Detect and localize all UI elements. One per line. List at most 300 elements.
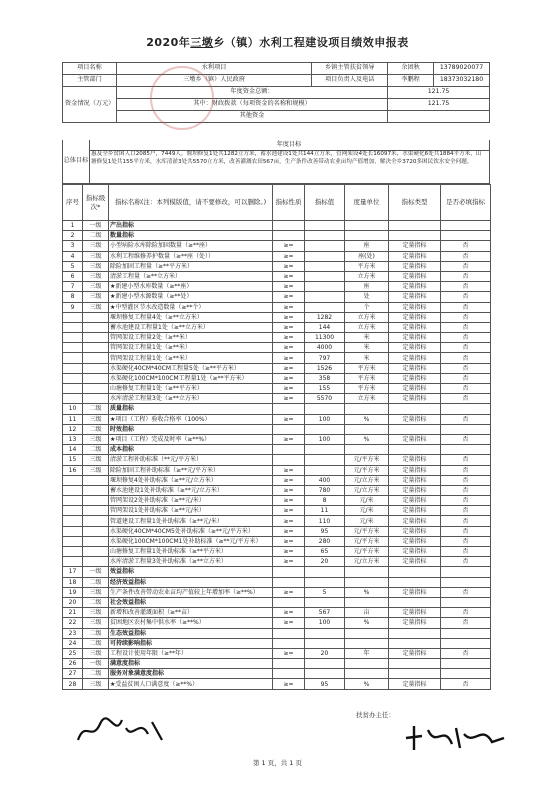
table-row	[63, 679, 491, 689]
owner-phone: 18373032180	[433, 75, 489, 87]
table-row	[63, 638, 491, 648]
table-cell: 除险加固工程补助标准（≥**元/平方米）	[109, 465, 273, 475]
owner-label: 项目负责人及电话	[312, 75, 388, 87]
table-cell: 管网架设工程量1处（≥**米）	[109, 353, 273, 363]
table-cell: 358	[305, 373, 345, 383]
table-cell	[345, 597, 389, 607]
table-cell: 否	[441, 618, 491, 628]
table-cell: 100	[305, 618, 345, 628]
table-cell: 25	[63, 648, 83, 658]
table-row	[63, 648, 491, 658]
dept-name: 三墩乡（镇）人民政府	[116, 75, 311, 87]
table-cell	[389, 445, 441, 455]
table-cell	[305, 271, 345, 281]
column-header: 指标级次*	[83, 185, 109, 221]
table-cell: ≥=	[273, 608, 305, 618]
table-cell: 11	[305, 506, 345, 516]
table-cell	[305, 424, 345, 434]
table-cell: 17	[63, 567, 83, 577]
table-cell: 元/平方米	[345, 465, 389, 475]
table-cell	[345, 628, 389, 638]
table-cell: 三级	[83, 241, 109, 251]
table-cell	[345, 231, 389, 241]
table-cell: 成本指标	[109, 445, 273, 455]
table-cell: ≥=	[273, 618, 305, 628]
table-cell: 三级	[83, 251, 109, 261]
table-row	[63, 577, 491, 587]
header-table	[62, 62, 490, 123]
table-row	[63, 333, 491, 343]
table-cell	[345, 659, 389, 669]
goal-label: 总体目标	[63, 140, 90, 183]
table-cell: 管网架设工程量1处（≥**米）	[109, 343, 273, 353]
table-cell: 座	[345, 241, 389, 251]
table-cell	[273, 231, 305, 241]
table-cell	[273, 221, 305, 231]
table-cell: ≥=	[273, 322, 305, 332]
table-cell: ≥=	[273, 251, 305, 261]
table-cell: 管道建设工程量1处补助标准（≥**元/米）	[109, 516, 273, 526]
table-cell: 否	[441, 536, 491, 546]
table-row	[63, 302, 491, 312]
table-cell: 定量指标	[389, 485, 441, 495]
table-cell: 否	[441, 302, 491, 312]
table-cell	[83, 384, 109, 394]
table-cell: ★受益贫困人口满意度（≥**%）	[109, 679, 273, 689]
table-cell	[305, 567, 345, 577]
table-cell: 4000	[305, 343, 345, 353]
page-title	[0, 34, 555, 50]
table-cell	[441, 659, 491, 669]
table-cell: 定量指标	[389, 343, 441, 353]
table-cell: 否	[441, 434, 491, 444]
table-row	[63, 292, 491, 302]
table-cell	[273, 659, 305, 669]
table-cell	[63, 312, 83, 322]
table-cell: 处	[345, 292, 389, 302]
table-cell: 山塘修复工程量1处补助标准（≥**平方米）	[109, 547, 273, 557]
table-cell: 定量指标	[389, 618, 441, 628]
table-cell: 否	[441, 506, 491, 516]
signature-left	[70, 710, 170, 750]
table-cell: 座	[345, 282, 389, 292]
table-cell: 95	[305, 526, 345, 536]
table-cell	[345, 577, 389, 587]
table-cell: 20	[305, 557, 345, 567]
table-cell: 定量指标	[389, 648, 441, 658]
table-cell: 三级	[83, 455, 109, 465]
table-cell: 平方米	[345, 384, 389, 394]
table-cell	[83, 516, 109, 526]
table-cell: 8	[305, 496, 345, 506]
table-cell: 否	[441, 475, 491, 485]
table-cell: 三级	[83, 414, 109, 424]
table-cell: 三级	[83, 679, 109, 689]
table-cell: 定量指标	[389, 394, 441, 404]
table-cell: 一级	[83, 659, 109, 669]
table-cell: 否	[441, 271, 491, 281]
table-cell: 元/平方米	[345, 547, 389, 557]
table-cell: ≥=	[273, 547, 305, 557]
table-cell: 定量指标	[389, 455, 441, 465]
table-cell	[345, 404, 389, 414]
fin-value: 121.75	[388, 99, 490, 111]
table-cell: 平方米	[345, 261, 389, 271]
table-cell: 13	[63, 434, 83, 444]
table-row	[63, 373, 491, 383]
table-cell	[305, 292, 345, 302]
table-cell	[83, 526, 109, 536]
other-value	[388, 111, 490, 123]
table-cell: 16	[63, 465, 83, 475]
table-cell: 二级	[83, 424, 109, 434]
table-cell	[63, 475, 83, 485]
table-cell: 否	[441, 251, 491, 261]
table-cell: 三级	[83, 302, 109, 312]
table-cell: 水渠硬化100CM*100CM工程量1处（≥**平方米）	[109, 373, 273, 383]
table-cell: 元/米	[345, 506, 389, 516]
goal-text: 惠及全乡贫困人口2085户，7449人。堰坝修复1处共1282立方米，蓄水池建设1处共144立方米，管网架设4处长16097米，水渠硬化6处共1884平方米，山塘修复1处共155平方米，水库清淤3处共5570立方米，改善灌溉农田567亩，生产条件改善带动农业亩均产值增加，解决全乡3720多困民饮水安全问题。	[91, 151, 482, 165]
table-cell: 否	[441, 373, 491, 383]
table-cell	[63, 343, 83, 353]
table-cell: 27	[63, 669, 83, 679]
fund-label: 资金情况（万元）	[63, 87, 117, 123]
table-cell	[273, 567, 305, 577]
table-cell: 14	[63, 445, 83, 455]
table-cell: 定量指标	[389, 282, 441, 292]
table-cell: ≥=	[273, 679, 305, 689]
table-cell: 定量指标	[389, 506, 441, 516]
table-cell: 时效指标	[109, 424, 273, 434]
table-cell: 23	[63, 628, 83, 638]
table-cell	[83, 363, 109, 373]
table-cell: 11300	[305, 333, 345, 343]
table-row	[63, 669, 491, 679]
table-cell: 否	[441, 384, 491, 394]
table-cell: ≥=	[273, 271, 305, 281]
table-cell: 否	[441, 353, 491, 363]
table-cell: 三级	[83, 648, 109, 658]
table-cell: 产出指标	[109, 221, 273, 231]
table-cell: ≥=	[273, 536, 305, 546]
table-cell	[273, 597, 305, 607]
column-header: 序号	[63, 185, 83, 221]
table-cell: 定量指标	[389, 251, 441, 261]
table-cell: 管网架设1处补助标准（≥**元/米）	[109, 506, 273, 516]
table-cell	[63, 485, 83, 495]
table-cell: 一级	[83, 221, 109, 231]
table-cell: 95	[305, 679, 345, 689]
page-number: 第 1 页，共 1 页	[252, 759, 303, 767]
table-cell: 否	[441, 261, 491, 271]
table-cell: 水利工程维修养护数量（≥**座（处））	[109, 251, 273, 261]
table-row	[63, 608, 491, 618]
table-cell	[441, 597, 491, 607]
table-cell: 三级	[83, 608, 109, 618]
table-cell: 米	[345, 353, 389, 363]
sign-label: 扶贫办主任：	[356, 711, 395, 719]
table-cell	[273, 424, 305, 434]
table-cell: 12	[63, 424, 83, 434]
table-cell: 否	[441, 526, 491, 536]
table-cell: 二级	[83, 231, 109, 241]
table-row	[63, 557, 491, 567]
table-cell: ≥=	[273, 557, 305, 567]
table-cell: 蓄水池建设工程量1处（≥**立方米）	[109, 322, 273, 332]
table-row	[63, 567, 491, 577]
table-cell: 三级	[83, 261, 109, 271]
table-cell	[389, 669, 441, 679]
table-cell	[305, 597, 345, 607]
table-row	[63, 516, 491, 526]
table-cell	[389, 628, 441, 638]
table-row	[63, 353, 491, 363]
table-cell: 平方米	[345, 363, 389, 373]
table-cell	[305, 628, 345, 638]
table-cell: 否	[441, 485, 491, 495]
table-cell: 否	[441, 465, 491, 475]
table-cell: ≥=	[273, 282, 305, 292]
table-cell: 3	[63, 241, 83, 251]
table-row	[63, 628, 491, 638]
table-cell: 山塘修复工程量1处（≥**平方米）	[109, 384, 273, 394]
table-cell: 定量指标	[389, 516, 441, 526]
table-cell: 社会效益指标	[109, 597, 273, 607]
table-cell	[389, 638, 441, 648]
table-cell: 110	[305, 516, 345, 526]
table-cell: 堰坝修复4处补助标准（≥**元/立方米）	[109, 475, 273, 485]
table-cell	[305, 638, 345, 648]
table-cell: 否	[441, 282, 491, 292]
table-row	[63, 271, 491, 281]
table-cell: 三级	[83, 434, 109, 444]
table-cell: 18	[63, 577, 83, 587]
table-row	[63, 434, 491, 444]
table-cell	[441, 404, 491, 414]
table-cell	[63, 526, 83, 536]
table-row	[63, 597, 491, 607]
table-cell: 米	[345, 343, 389, 353]
table-cell	[83, 557, 109, 567]
table-cell	[441, 221, 491, 231]
table-cell: 二级	[83, 669, 109, 679]
table-cell	[441, 424, 491, 434]
table-cell: ≥=	[273, 496, 305, 506]
table-row	[63, 424, 491, 434]
table-cell: ★项目（工程）完成及时率（≥**%）	[109, 434, 273, 444]
table-cell: 经济效益指标	[109, 577, 273, 587]
dept-label: 主管部门	[63, 75, 117, 87]
table-cell	[305, 404, 345, 414]
table-row	[63, 221, 491, 231]
leader-phone: 13789020077	[433, 63, 489, 75]
table-cell: 立方米	[345, 322, 389, 332]
table-cell	[389, 404, 441, 414]
table-cell: 否	[441, 414, 491, 424]
table-cell	[63, 353, 83, 363]
table-cell	[345, 567, 389, 577]
table-cell	[305, 669, 345, 679]
other-label: 其他资金	[116, 111, 387, 123]
table-cell: 定量指标	[389, 557, 441, 567]
table-cell: 22	[63, 618, 83, 628]
table-cell: 5	[305, 587, 345, 597]
table-cell	[83, 343, 109, 353]
table-cell	[305, 465, 345, 475]
table-row	[63, 485, 491, 495]
table-cell	[305, 231, 345, 241]
total-label: 年度资金总额：	[116, 87, 387, 99]
table-cell: ≥=	[273, 516, 305, 526]
table-cell: 小型病险水库除险加固数量（≥**座）	[109, 241, 273, 251]
table-cell: 否	[441, 394, 491, 404]
table-cell: 定量指标	[389, 414, 441, 424]
table-row	[63, 404, 491, 414]
table-cell: 7	[63, 282, 83, 292]
table-cell: 元/平方米	[345, 455, 389, 465]
table-cell: 10	[63, 404, 83, 414]
table-row	[63, 618, 491, 628]
fin-label: 其中：财政拨款（每项资金的名称和规模）	[116, 99, 387, 111]
table-cell: 否	[441, 547, 491, 557]
table-cell	[441, 567, 491, 577]
table-cell: 三级	[83, 271, 109, 281]
table-cell	[83, 547, 109, 557]
table-cell	[83, 353, 109, 363]
table-cell: 100	[305, 414, 345, 424]
table-cell	[441, 231, 491, 241]
table-cell: 平方米	[345, 373, 389, 383]
table-row	[63, 547, 491, 557]
table-cell	[305, 455, 345, 465]
table-cell: 否	[441, 241, 491, 251]
table-cell	[441, 669, 491, 679]
table-cell: 定量指标	[389, 465, 441, 475]
table-cell: ≥=	[273, 526, 305, 536]
table-cell: ≥=	[273, 485, 305, 495]
table-cell: ≥=	[273, 302, 305, 312]
table-cell: 管网架设工程量2处（≥**米）	[109, 333, 273, 343]
table-cell	[305, 251, 345, 261]
table-header-row	[63, 185, 491, 221]
table-cell: 质量指标	[109, 404, 273, 414]
table-cell: 定量指标	[389, 496, 441, 506]
table-row	[63, 312, 491, 322]
table-cell: 定量指标	[389, 292, 441, 302]
table-cell: %	[345, 618, 389, 628]
table-cell: 26	[63, 659, 83, 669]
table-cell: ≥=	[273, 261, 305, 271]
table-row	[63, 465, 491, 475]
table-cell: 二级	[83, 597, 109, 607]
table-cell: 除险加固工程量（≥**平方米）	[109, 261, 273, 271]
table-cell: 定量指标	[389, 312, 441, 322]
table-row	[63, 241, 491, 251]
table-cell: 效益指标	[109, 567, 273, 577]
table-cell: 否	[441, 455, 491, 465]
table-cell: ≥=	[273, 648, 305, 658]
table-cell: 一级	[83, 567, 109, 577]
table-cell: 座(处)	[345, 251, 389, 261]
table-row	[63, 526, 491, 536]
table-cell	[273, 404, 305, 414]
table-cell	[345, 669, 389, 679]
table-row	[63, 363, 491, 373]
table-cell: 个	[345, 302, 389, 312]
table-cell: 服务对象满意度指标	[109, 669, 273, 679]
column-header: 指标类型	[389, 185, 441, 221]
column-header: 指标名称(注：本列模版值，请不要修改，可以删除。)	[109, 185, 273, 221]
table-cell: 定量指标	[389, 679, 441, 689]
table-cell: 400	[305, 475, 345, 485]
title-rest: 乡（镇）水利工程建设项目绩效申报表	[213, 36, 409, 49]
table-cell: 定量指标	[389, 241, 441, 251]
table-cell: 否	[441, 557, 491, 567]
table-cell: 蓄水池建设1处补助标准（≥**元/立方米）	[109, 485, 273, 495]
table-cell: ≥=	[273, 241, 305, 251]
table-cell: 定量指标	[389, 261, 441, 271]
table-cell: 满意度指标	[109, 659, 273, 669]
table-cell: 8	[63, 292, 83, 302]
leader-name: 余团秋	[388, 63, 434, 75]
table-cell: 定量指标	[389, 373, 441, 383]
table-cell: 二级	[83, 577, 109, 587]
table-cell: 定量指标	[389, 302, 441, 312]
table-cell: 28	[63, 679, 83, 689]
table-cell	[63, 536, 83, 546]
table-cell	[441, 628, 491, 638]
table-row	[63, 394, 491, 404]
table-row	[63, 322, 491, 332]
table-cell	[441, 445, 491, 455]
table-cell	[273, 638, 305, 648]
table-cell: 780	[305, 485, 345, 495]
table-cell	[389, 577, 441, 587]
table-cell: ≥=	[273, 506, 305, 516]
table-cell: ≥=	[273, 343, 305, 353]
table-row	[63, 231, 491, 241]
table-cell: ★项目（工程）验收合格率（100%）	[109, 414, 273, 424]
table-cell: 二级	[83, 404, 109, 414]
table-cell: 堰坝修复工程量4处（≥**立方米）	[109, 312, 273, 322]
table-cell	[83, 496, 109, 506]
table-cell	[273, 628, 305, 638]
table-cell: 797	[305, 353, 345, 363]
table-cell: 清淤工程补助标准（**元/平方米）	[109, 455, 273, 465]
table-cell	[273, 445, 305, 455]
table-cell: 21	[63, 608, 83, 618]
table-cell: ★中型灌区节水改造数量（≥**个）	[109, 302, 273, 312]
table-cell: ≥=	[273, 373, 305, 383]
table-cell: 水库清淤工程量3处（≥**立方米）	[109, 394, 273, 404]
table-cell	[83, 322, 109, 332]
table-row	[63, 414, 491, 424]
table-row	[63, 251, 491, 261]
table-cell: 水库清淤工程量3处补助标准（≥**立方米）	[109, 557, 273, 567]
title-town: 三墩	[190, 36, 214, 49]
signature-right	[400, 718, 510, 756]
table-cell: ≥=	[273, 292, 305, 302]
table-cell	[63, 363, 83, 373]
table-cell: 定量指标	[389, 384, 441, 394]
table-cell: 生态效益指标	[109, 628, 273, 638]
table-cell	[63, 373, 83, 383]
table-cell	[83, 333, 109, 343]
total-value: 121.75	[388, 87, 490, 99]
table-row	[63, 659, 491, 669]
table-cell	[63, 394, 83, 404]
table-cell: 二级	[83, 638, 109, 648]
